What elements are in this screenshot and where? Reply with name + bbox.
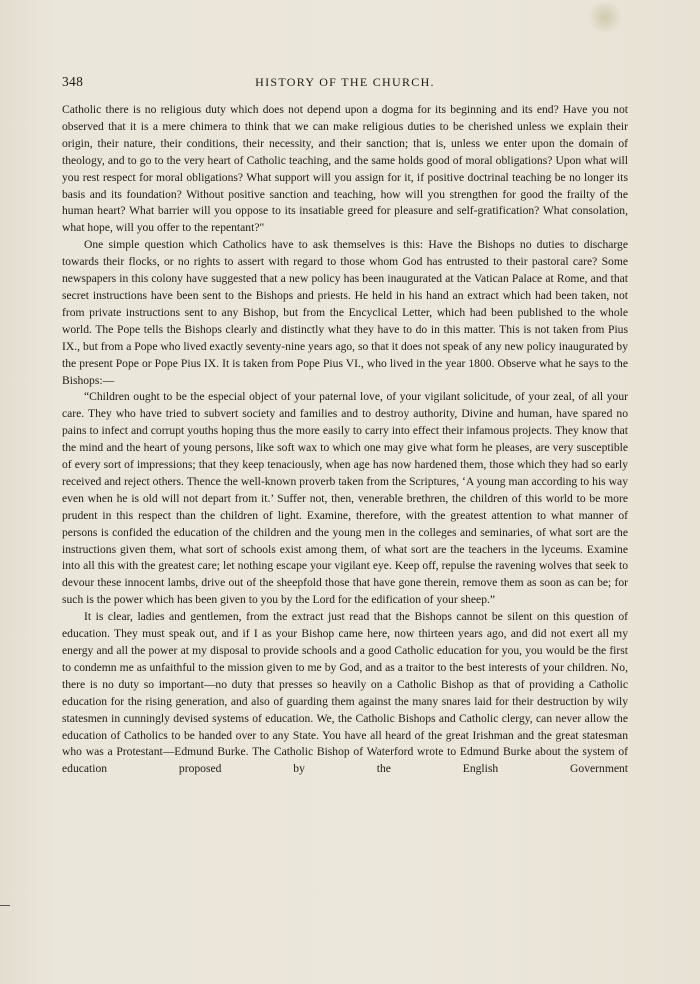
paragraph-3: “Children ought to be the especial object of your paternal love, of your vigilant solicitude, of your zeal, of all your care. They who have tried to subvert society and families and to destroy authority, Divine and human, have spared no pains to infect and corrupt youths hoping thus the more easily to carry into effect their infamous projects. They know that the mind and the heart of young persons, like soft wax to which one may give what form he pleases, are very susceptible of every sort of impressions; that they keep tenaciously, when age has now hardened them, those which they had so early received and reject others. Thence the well-known proverb taken from the Scriptures, ‘A young man according to his way even when he is old will not depart from it.’ Suffer not, then, venerable brethren, the children of this world to be more prudent in this respect than the children of light. Examine, therefore, with the greatest attention to what manner of persons is confided the education of the children and the young men in the colleges and seminaries, of what sort are the instructions given them, what sort of schools exist among them, of what sort are the teachers in the lyceums. Examine into all this with the greatest care; let nothing escape your vigilant eye. Keep off, repulse the ravening wolves that seek to devour these innocent lambs, drive out of the sheepfold those that have gone therein, remove them as soon as can be; for such is the power which has been given to you by the Lord for the edification of your sheep.” (62, 390, 628, 607)
running-head: HISTORY OF THE CHURCH. (255, 75, 435, 89)
page-header (62, 74, 628, 94)
body-text (62, 102, 628, 778)
paragraph-2: One simple question which Catholics have to ask themselves is this: Have the Bishops no duties to discharge towards their flocks, or no rights to assert with regard to those whom God has entrusted to their pastoral care? Some newspapers in this colony have suggested that a new policy has been inaugurated at the Vatican Palace at Rome, and that secret instructions have been sent to the Bishops and priests. He held in his hand an extract which had been taken, not from private instructions sent to any Bishop, but from the Encyclical Letter, which had been published to the whole world. The Pope tells the Bishops clearly and distinctly what they have to do in this matter. This is not taken from Pius IX., but from a Pope who lived exactly seventy-nine years ago, so that it does not speak of any new policy inaugurated by the present Pope or Pope Pius IX. It is taken from Pope Pius VI., who lived in the year 1800. Observe what he says to the Bishops:— (62, 238, 628, 387)
paragraph-1: Catholic there is no religious duty which does not depend upon a dogma for its beginning and its end? Have you not observed that it is a mere chimera to think that we can make religious duties to be cherished unless we explain their origin, their nature, their conditions, their necessity, and their sanction; that is, unless we enter upon the domain of theology, and to go to the very heart of Catholic teaching, and the same holds good of moral obligations? Upon what will you rest respect for moral obligations? What support will you assign for it, if positive doctrinal teaching be no longer its basis and its foundation? Without positive sanction and teaching, how will you strengthen for good the frailty of the human heart? What barrier will you oppose to its insatiable greed for pleasure and self-gratification? What consolation, what hope, will you offer to the repentant?" (62, 103, 628, 235)
paper-stain (588, 2, 622, 32)
page-number: 348 (62, 74, 84, 89)
paragraph-4: It is clear, ladies and gentlemen, from the extract just read that the Bishops cannot be silent on this question of education. They must speak out, and if I as your Bishop came here, now thirteen years ago, and did not exert all my energy and all the power at my disposal to provide schools and a good Catholic education for you, you would be the first to condemn me as unfaithful to the mission given to me by God, and as a traitor to the best interests of your children. No, there is no duty so important—no duty that presses so heavily on a Catholic Bishop as that of providing a Catholic education for the rising generation, and also of guarding them against the many snares laid for their destruction by wily statesmen in cunningly devised systems of education. We, the Catholic Bishops and Catholic clergy, can never allow the education of Catholics to be handed over to any State. You have all heard of the great Irishman and the great statesman who was a Protestant—Edmund Burke. The Catholic Bishop of Waterford wrote to Edmund Burke about the system of education proposed by the English Government (62, 610, 628, 776)
margin-mark (0, 905, 10, 906)
